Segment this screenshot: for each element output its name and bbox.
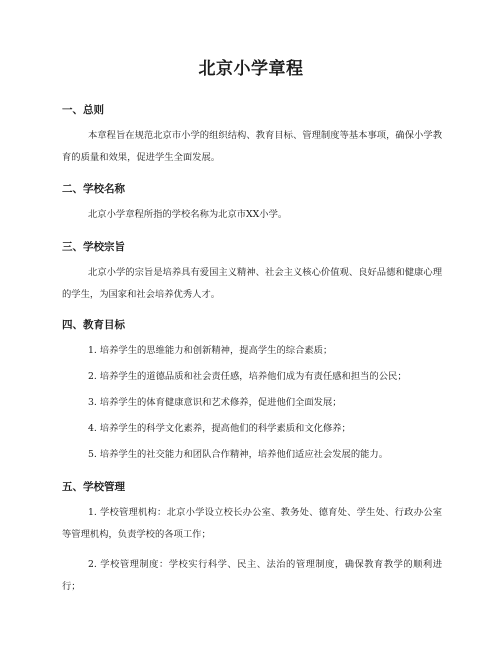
management-item: 1. 学校管理机构：北京小学设立校长办公室、教务处、德育处、学生处、行政办公室等管理机构，负责学校的各项工作；	[62, 507, 442, 540]
goal-item: 4. 培养学生的科学文化素养，提高他们的科学素质和文化修养；	[88, 423, 351, 434]
section-heading-school-purpose: 三、学校宗旨	[62, 241, 125, 253]
management-item: 2. 学校管理制度：学校实行科学、民主、法治的管理制度，确保教育教学的顺利进行；	[62, 559, 442, 592]
document-title: 北京小学章程	[198, 59, 304, 79]
goal-item: 2. 培养学生的道德品质和社会责任感，培养他们成为有责任感和担当的公民；	[88, 371, 407, 382]
section-paragraph: 北京小学章程所指的学校名称为北京市XX小学。	[88, 209, 288, 220]
section-heading-school-name: 二、学校名称	[62, 183, 125, 195]
section-paragraph: 本章程旨在规范北京市小学的组织结构、教育目标、管理制度等基本事项，确保小学教育的质量和效果，促进学生全面发展。	[62, 130, 442, 163]
goal-item: 3. 培养学生的体育健康意识和艺术修养，促进他们全面发展；	[88, 397, 342, 408]
section-paragraph: 北京小学的宗旨是培养具有爱国主义精神、社会主义核心价值观、良好品德和健康心理的学生，为国家和社会培养优秀人才。	[62, 267, 442, 300]
goal-item: 5. 培养学生的社交能力和团队合作精神，培养他们适应社会发展的能力。	[88, 449, 389, 460]
section-heading-education-goals: 四、教育目标	[62, 319, 125, 331]
goal-item: 1. 培养学生的思维能力和创新精神，提高学生的综合素质；	[88, 345, 333, 356]
section-heading-school-management: 五、学校管理	[62, 481, 125, 493]
section-heading-general: 一、总则	[62, 104, 104, 116]
